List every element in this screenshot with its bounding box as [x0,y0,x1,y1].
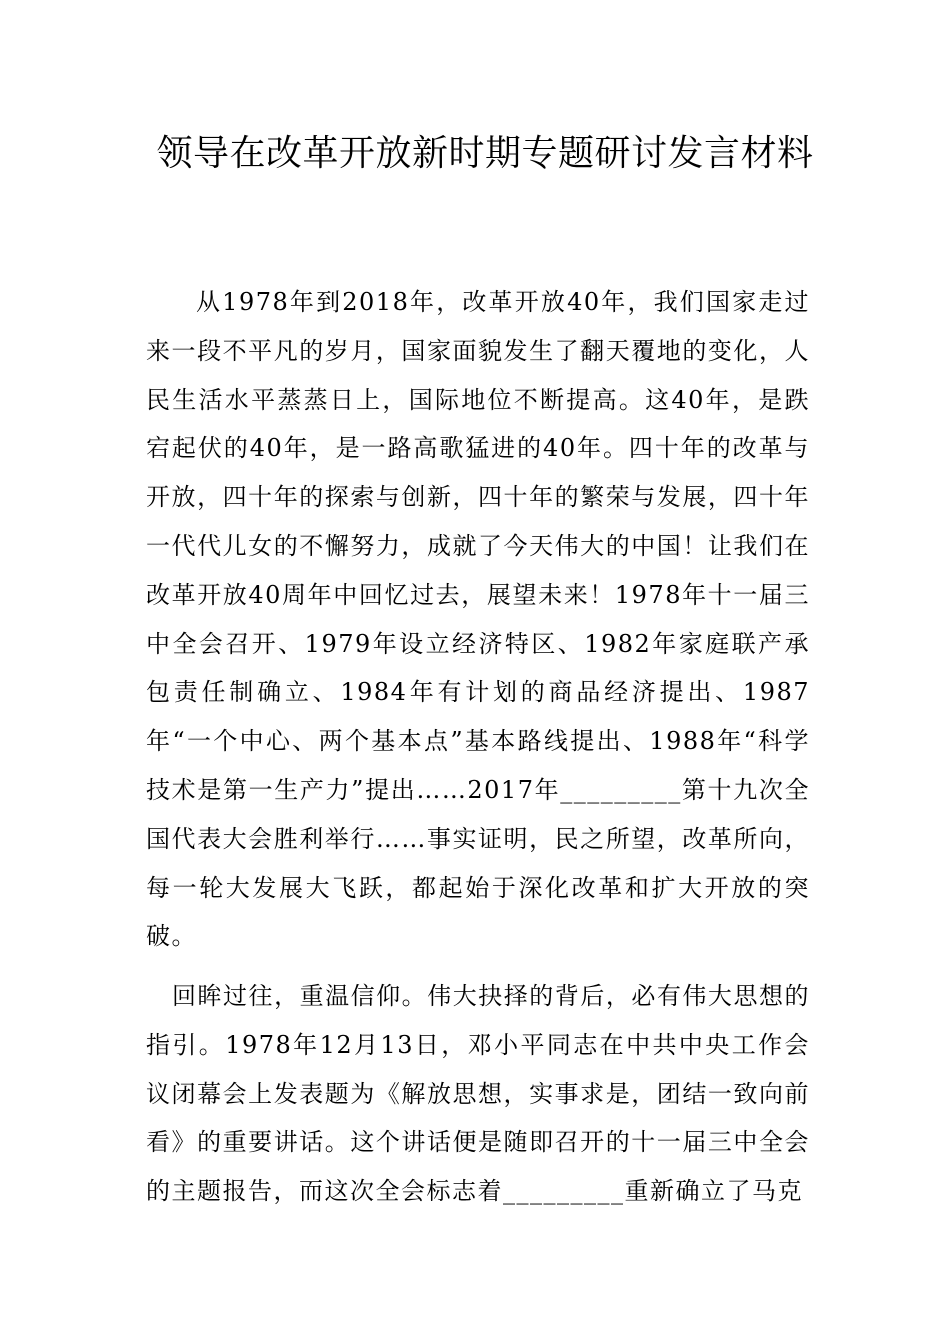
document-title: 领导在改革开放新时期专题研讨发言材料 [156,133,814,174]
body-paragraph-1: 从1978年到2018年，改革开放40年，我们国家走过来一段不平凡的岁月，国家面貌发生了翻天覆地的变化，人民生活水平蒸蒸日上，国际地位不断提高。这40年，是跌宕起伏的40年，是一路高歌猛进的40年。四十年的改革与开放，四十年的探索与创新，四十年的繁荣与发展，四十年一代代儿女的不懈努力，成就了今天伟大的中国！让我们在改革开放40周年中回忆过去，展望未来！1978年十一届三中全会召开、1979年设立经济特区、1982年家庭联产承包责任制确立、1984年有计划的商品经济提出、1987年“一个中心、两个基本点”基本路线提出、1988年“科学技术是第一生产力”提出……2017年_________第十九次全国代表大会胜利举行……事实证明，民之所望，改革所向，每一轮大发展大飞跃，都起始于深化改革和扩大开放的突破。 [146,288,810,951]
body-paragraph-2: 回眸过往，重温信仰。伟大抉择的背后，必有伟大思想的指引。1978年12月13日，邓小平同志在中共中央工作会议闭幕会上发表题为《解放思想，实事求是，团结一致向前看》的重要讲话。这个讲话便是随即召开的十一届三中全会的主题报告，而这次全会标志着_________重新确立了马克 [146,982,810,1206]
